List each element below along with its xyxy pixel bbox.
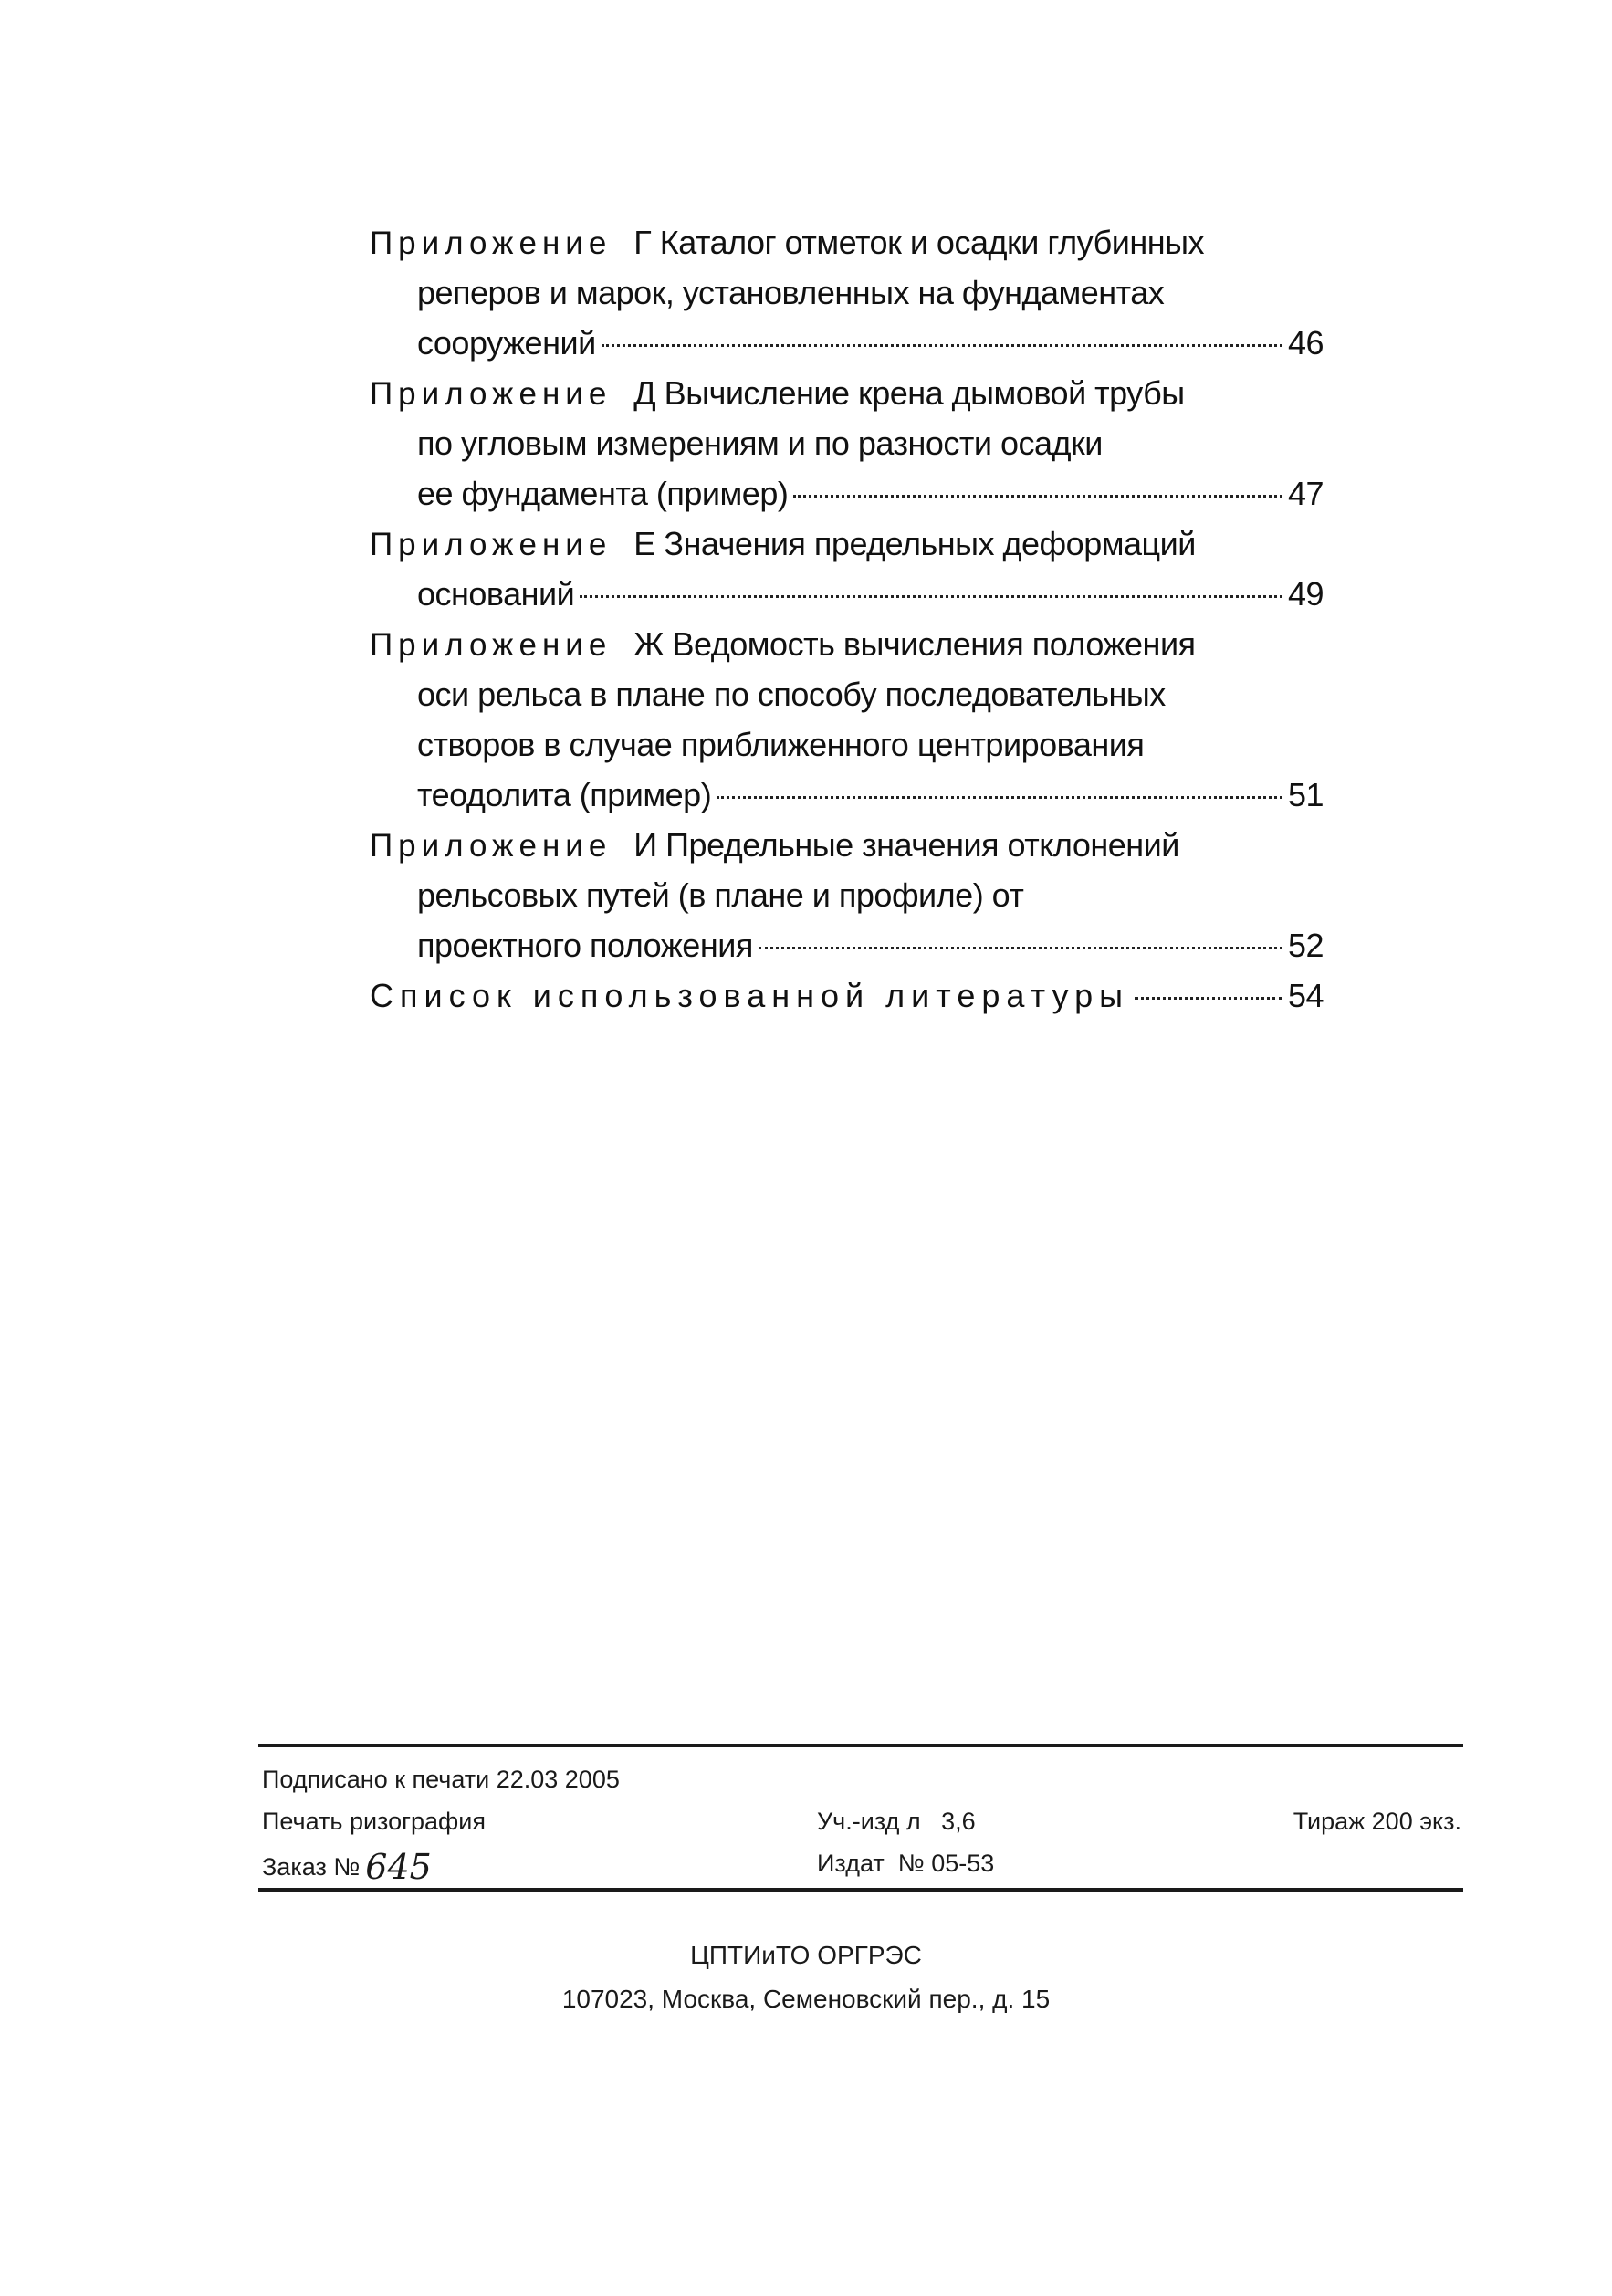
toc-entry-appendix-i[interactable] <box>370 820 1324 970</box>
page-number: 47 <box>1287 475 1324 512</box>
appendix-prefix: Приложение <box>370 225 612 261</box>
toc-entry-heading <box>370 368 1324 418</box>
toc-entry-continuation: створов в случае приближенного центрирования <box>417 726 1145 763</box>
toc-entry-last-line <box>370 770 1324 820</box>
dot-leader <box>717 796 1282 799</box>
publisher-block <box>0 1934 1612 2021</box>
order-number-handwritten: 645 <box>365 1847 432 1887</box>
page-number: 49 <box>1287 575 1324 613</box>
dot-leader <box>759 947 1282 949</box>
dot-leader <box>580 595 1282 598</box>
appendix-prefix: Приложение <box>370 376 612 412</box>
toc-entry-heading <box>370 519 1324 569</box>
toc-entry-last-line <box>370 920 1324 970</box>
toc-entry-text: ее фундамента (пример) <box>417 475 789 512</box>
order-label: Заказ № <box>262 1853 361 1881</box>
divider <box>258 1888 1463 1892</box>
order-field <box>262 1842 432 1888</box>
appendix-title: Г Каталог отметок и осадки глубинных <box>633 224 1204 261</box>
publication-number: Издат № 05-53 <box>817 1850 995 1877</box>
toc-entry-last-line <box>370 318 1324 368</box>
signed-to-print: Подписано к печати 22.03 2005 <box>262 1766 620 1793</box>
toc-entry-last-line <box>370 468 1324 519</box>
page-number: 52 <box>1287 927 1324 964</box>
table-of-contents <box>370 217 1324 1021</box>
toc-entry-appendix-d[interactable] <box>370 368 1324 519</box>
toc-entry-continuation: реперов и марок, установленных на фундаментах <box>417 274 1165 311</box>
colophon-row <box>258 1842 1463 1887</box>
colophon-row <box>258 1758 1463 1800</box>
toc-entry-heading <box>370 217 1324 267</box>
toc-entry-last-line <box>370 569 1324 619</box>
publisher-sheets: Уч.-изд л 3,6 <box>817 1808 976 1835</box>
toc-entry-last-line <box>370 970 1324 1021</box>
toc-entry-appendix-zh[interactable] <box>370 619 1324 820</box>
appendix-prefix: Приложение <box>370 527 612 562</box>
circulation: Тираж 200 экз. <box>1293 1808 1461 1835</box>
divider <box>258 1744 1463 1747</box>
appendix-title: Д Вычисление крена дымовой трубы <box>633 374 1185 412</box>
appendix-prefix: Приложение <box>370 828 612 864</box>
toc-entry-text: сооружений <box>417 324 596 362</box>
toc-entry-continuation: рельсовых путей (в плане и профиле) от <box>417 876 1024 914</box>
publisher-address: 107023, Москва, Семеновский пер., д. 15 <box>561 1985 1051 2013</box>
publisher-name: ЦПТИиТО ОРГРЭС <box>690 1941 922 1969</box>
dot-leader <box>793 495 1282 498</box>
toc-entry-heading <box>370 619 1324 669</box>
page-number: 54 <box>1287 977 1324 1014</box>
dot-leader <box>602 344 1282 347</box>
toc-entry-text: теодолита (пример) <box>417 776 712 813</box>
print-method: Печать ризография <box>262 1808 486 1835</box>
toc-entry-appendix-e[interactable] <box>370 519 1324 619</box>
toc-entry-continuation: оси рельса в плане по способу последовательных <box>417 676 1166 713</box>
toc-entry-heading <box>370 820 1324 870</box>
toc-entry-continuation: по угловым измерениям и по разности осадки <box>417 425 1103 462</box>
page-number: 46 <box>1287 324 1324 362</box>
toc-entry-bibliography[interactable] <box>370 970 1324 1021</box>
appendix-title: И Предельные значения отклонений <box>633 826 1179 864</box>
bibliography-label: Список использованной литературы <box>370 977 1129 1014</box>
toc-entry-text: проектного положения <box>417 927 753 964</box>
appendix-prefix: Приложение <box>370 627 612 663</box>
colophon-row <box>258 1800 1463 1842</box>
dot-leader <box>1135 997 1282 1000</box>
appendix-title: Ж Ведомость вычисления положения <box>633 625 1196 663</box>
toc-entry-appendix-g[interactable] <box>370 217 1324 368</box>
toc-entry-text: оснований <box>417 575 575 613</box>
colophon <box>258 1744 1463 1892</box>
appendix-title: Е Значения предельных деформаций <box>633 525 1196 562</box>
page-number: 51 <box>1287 776 1324 813</box>
